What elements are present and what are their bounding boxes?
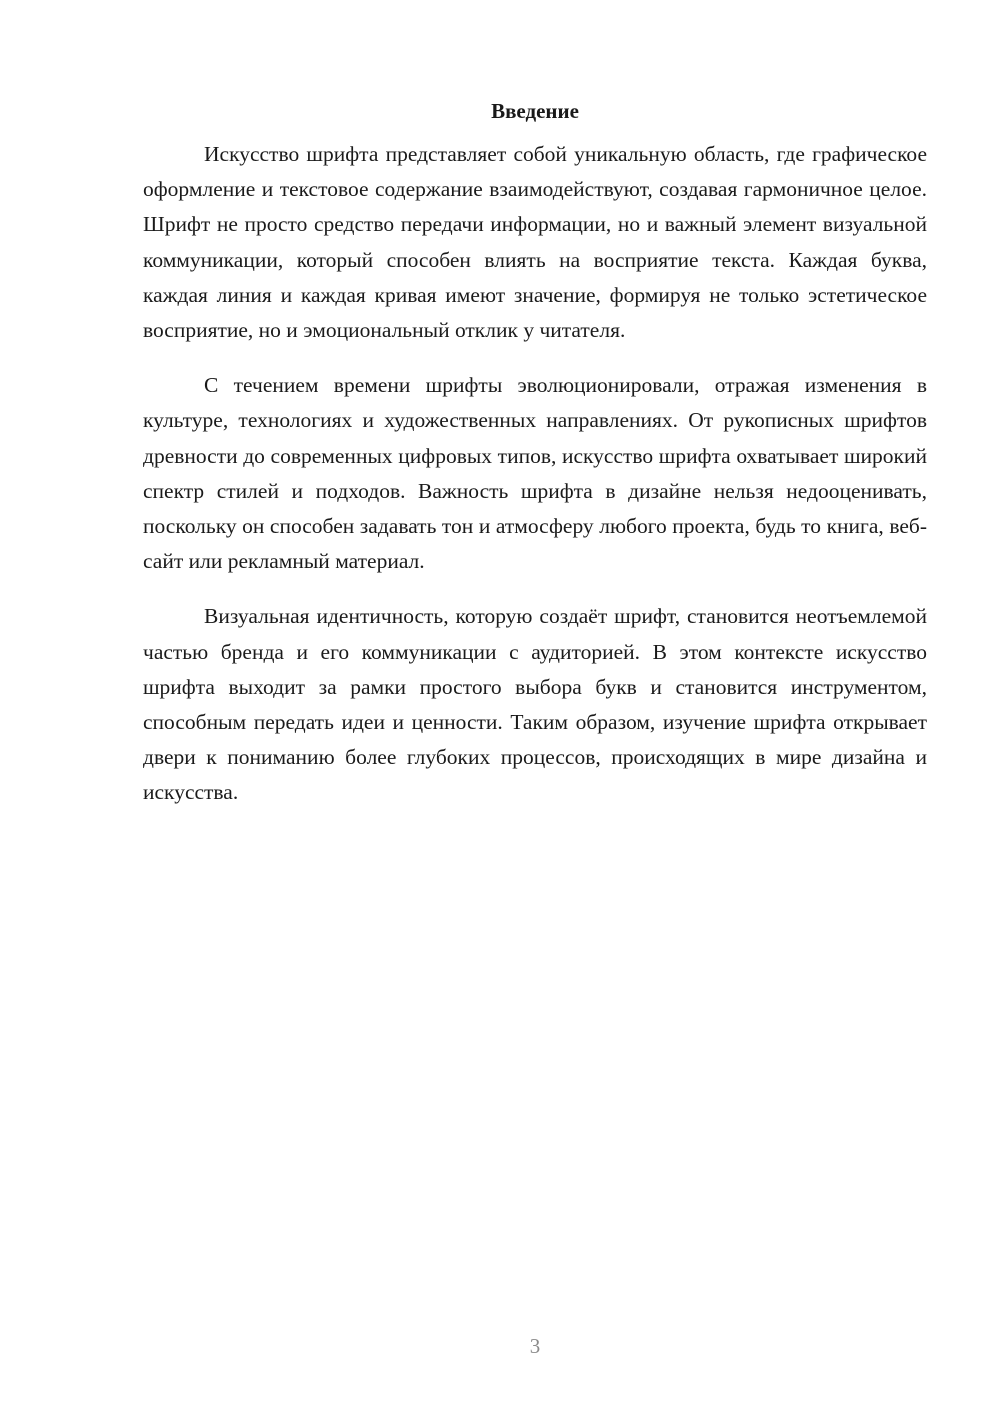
paragraph-2: С течением времени шрифты эволюционировали, отражая изменения в культуре, технологиях и художественных направлениях. От рукописных шрифтов древности до современных цифровых типов, искусство шрифта охватывает широкий спектр стилей и подходов. Важность шрифта в дизайне нельзя недооценивать, поскольку он способен задавать тон и атмосферу любого проекта, будь то книга, веб-сайт или рекламный материал. [143,373,927,574]
paragraph-3: Визуальная идентичность, которую создаёт шрифт, становится неотъемлемой частью бренда и его коммуникации с аудиторией. В этом контексте искусство шрифта выходит за рамки простого выбора букв и становится инструментом, способным передать идеи и ценности. Таким образом, изучение шрифта открывает двери к пониманию более глубоких процессов, происходящих в мире дизайна и искусства. [143,604,927,805]
page-content [143,97,927,831]
paragraph-1: Искусство шрифта представляет собой уникальную область, где графическое оформление и текстовое содержание взаимодействуют, создавая гармоничное целое. Шрифт не просто средство передачи информации, но и важный элемент визуальной коммуникации, который способен влиять на восприятие текста. Каждая буква, каждая линия и каждая кривая имеют значение, формируя не только эстетическое восприятие, но и эмоциональный отклик у читателя. [143,142,927,343]
section-title: Введение [491,99,579,123]
page-number: 3 [529,1334,541,1358]
